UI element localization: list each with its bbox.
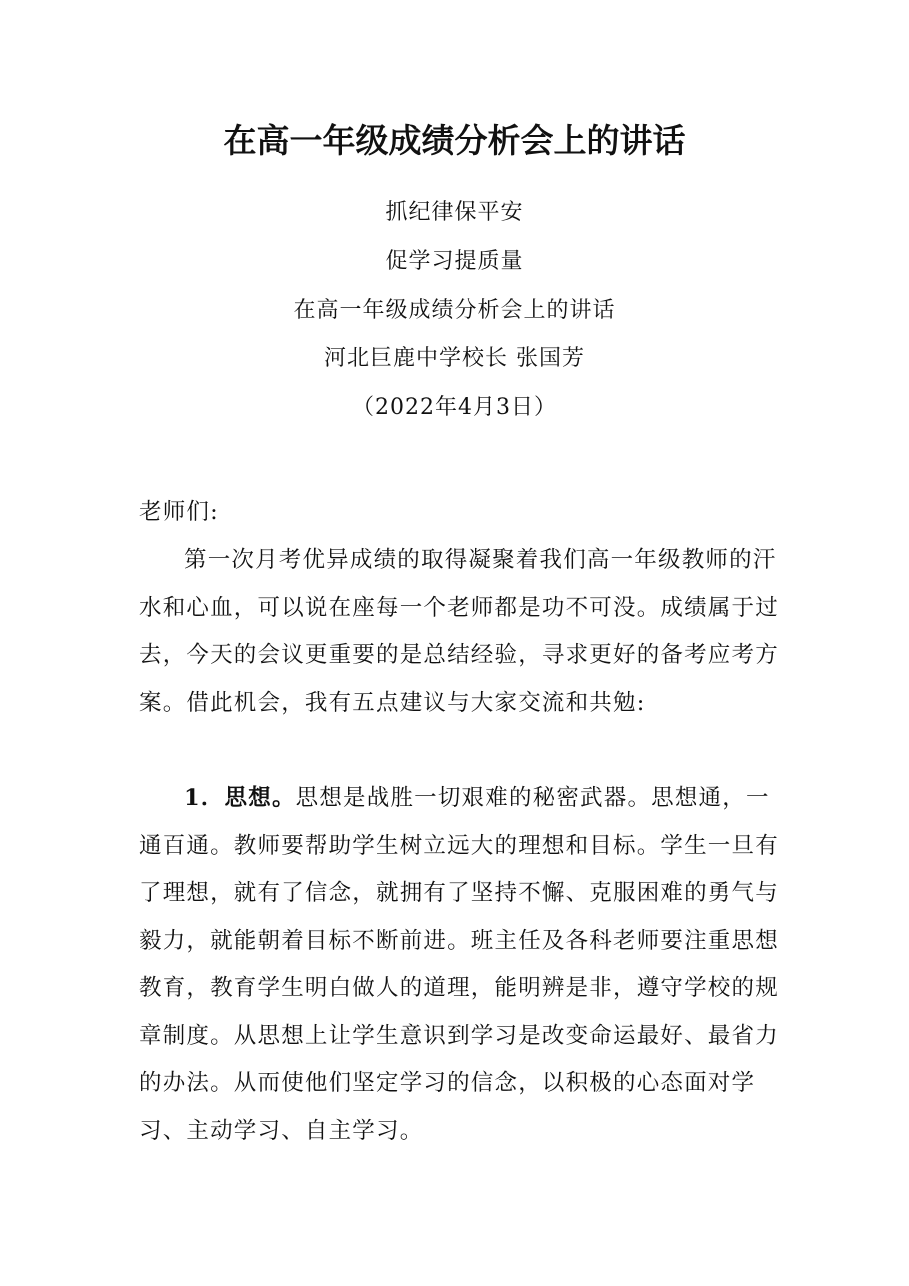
subtitle-line-2: 促学习提质量: [385, 249, 524, 274]
subtitle-line-1: 抓纪律保平安: [385, 200, 524, 225]
paragraph-1: 第一次月考优异成绩的取得凝聚着我们高一年级教师的汗水和心血，可以说在座每一个老师都是功不可没。成绩属于过去，今天的会议更重要的是总结经验，寻求更好的备考应考方案。借此机会，我有五点建议与大家交流和共勉:: [139, 547, 779, 716]
date-line: （2022年4月3日）: [352, 395, 557, 420]
paragraph-2-body: 思想是战胜一切艰难的秘密武器。思想通，一通百通。教师要帮助学生树立远大的理想和目标。学生一旦有了理想，就有了信念，就拥有了坚持不懈、克服困难的勇气与毅力，就能朝着目标不断前进。班主任及各科老师要注重思想教育，教育学生明白做人的道理，能明辨是非，遵守学校的规章制度。从思想上让学生意识到学习是改变命运最好、最省力的办法。从而使他们坚定学习的信念，以积极的心态面对学习、主动学习、自主学习。: [139, 785, 779, 1144]
author-line: 河北巨鹿中学校长 张国芳: [324, 346, 585, 371]
subtitle-line-3: 在高一年级成绩分析会上的讲话: [293, 298, 616, 323]
greeting: 老师们:: [139, 499, 219, 525]
paragraph-2: [139, 775, 779, 1155]
document-title: 在高一年级成绩分析会上的讲话: [223, 121, 686, 160]
paragraph-2-heading: 1．思想。: [184, 785, 296, 811]
